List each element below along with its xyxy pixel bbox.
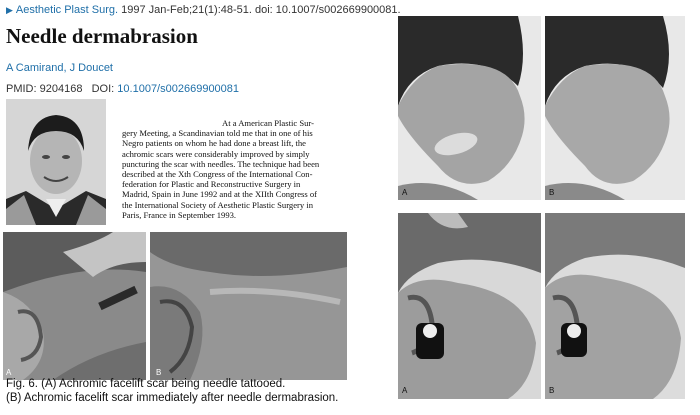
patient-after-ear-bottom-b	[545, 213, 685, 399]
author-portrait-photo	[6, 99, 106, 225]
excerpt-paragraph	[122, 118, 378, 220]
doi-link[interactable]: 10.1007/s002669900081	[117, 83, 240, 95]
pmid-label: PMID: 9204168	[6, 83, 83, 95]
excerpt-line: At a American Plastic Sur-	[222, 118, 314, 128]
excerpt-line: Negro patients on whom he had done a breast lift, the	[122, 138, 306, 149]
journal-link[interactable]: Aesthetic Plast Surg.	[15, 4, 119, 16]
excerpt-line: Paris, France in September 1993.	[122, 209, 237, 220]
needle-tattoo-photo-a	[3, 232, 146, 380]
excerpt-line: the International Society of Aesthetic Plastic Surgery in	[122, 199, 314, 210]
panel-label: B	[549, 386, 555, 395]
panel-label: A	[402, 386, 408, 395]
excerpt-line: federation for Plastic and Reconstructive Surgery in	[122, 179, 301, 190]
triangle-right-icon: ▶	[6, 5, 13, 15]
needle-dermabrasion-photo-b	[150, 232, 347, 380]
citation-details: 1997 Jan-Feb;21(1):48-51. doi: 10.1007/s002669900081.	[118, 4, 401, 16]
patient-before-ear-bottom-a	[398, 213, 541, 399]
article-title: Needle dermabrasion	[6, 24, 198, 48]
panel-label: B	[156, 368, 162, 377]
excerpt-line: Madrid, Spain in June 1992 and at the XIIth Congress of	[122, 189, 318, 200]
panel-label: A	[6, 368, 12, 377]
panel-label: B	[549, 188, 555, 197]
doi-label: DOI:	[91, 83, 115, 95]
figure-caption	[6, 377, 338, 405]
caption-line-2: (B) Achromic facelift scar immediately after needle dermabrasion.	[6, 392, 339, 404]
excerpt-line: gery Meeting, a Scandinavian told me that in one of his	[122, 128, 313, 139]
article-identifiers	[6, 83, 239, 95]
excerpt-line: described at the Xth Congress of the International Con-	[122, 169, 313, 180]
patient-after-profile-top-b	[545, 16, 685, 200]
caption-line-1: Fig. 6. (A) Achromic facelift scar being needle tattooed.	[6, 378, 286, 390]
excerpt-line: achromic scars were considerably improved by simply	[122, 148, 310, 159]
citation-line	[6, 4, 401, 16]
excerpt-line: puncturing the scar with needles. The technique had been	[122, 158, 320, 169]
authors-link[interactable]: A Camirand, J Doucet	[6, 62, 113, 74]
panel-label: A	[402, 188, 408, 197]
patient-before-profile-top-a	[398, 16, 541, 200]
